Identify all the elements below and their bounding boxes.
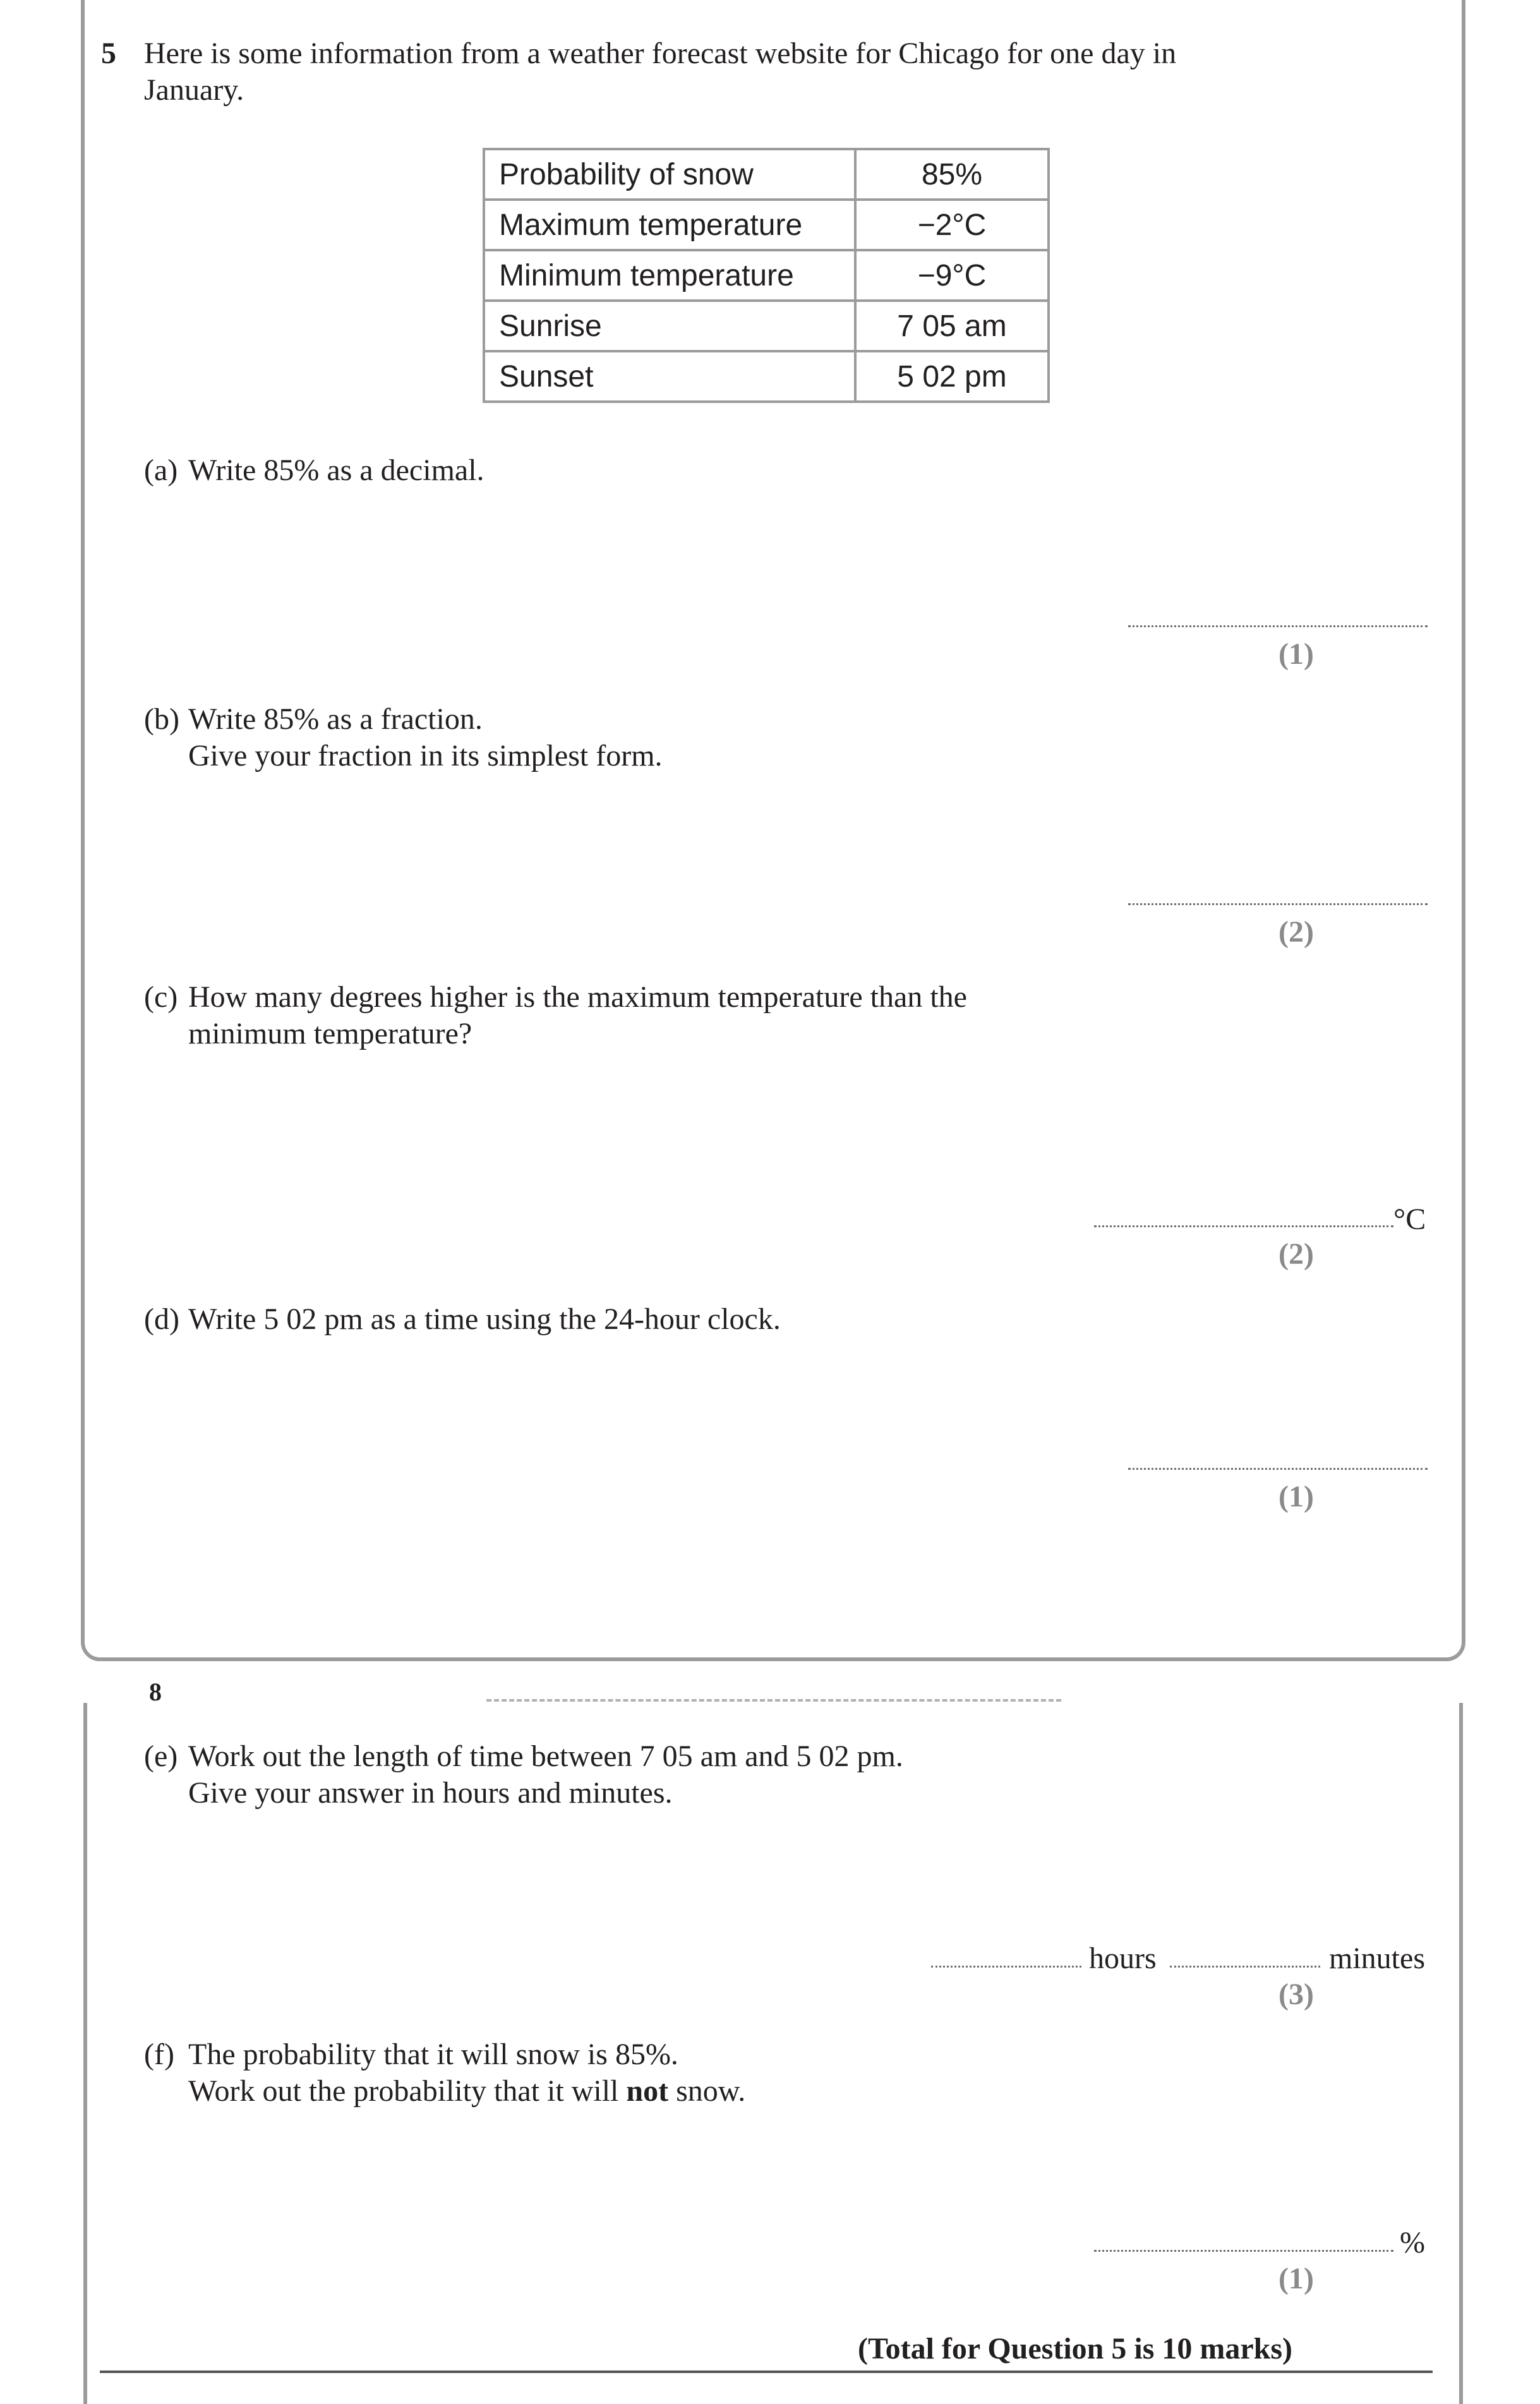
answer-line-d[interactable] bbox=[1128, 1468, 1428, 1470]
question-total: (Total for Question 5 is 10 marks) bbox=[858, 2332, 1293, 2365]
part-f-text-line1: The probability that it will snow is 85%. bbox=[188, 2038, 678, 2071]
question-number: 5 bbox=[101, 37, 116, 70]
answer-line-e-hours[interactable] bbox=[931, 1966, 1081, 1968]
part-f-label: (f) bbox=[144, 2038, 174, 2071]
table-row bbox=[484, 301, 1049, 351]
table-cell-value: 85% bbox=[855, 149, 1049, 200]
part-f-emphasis-not: not bbox=[626, 2074, 669, 2108]
answer-line-f[interactable] bbox=[1094, 2250, 1393, 2252]
part-c-label: (c) bbox=[144, 980, 178, 1014]
part-f-text-line2-end: snow. bbox=[668, 2074, 746, 2108]
part-c-text-line2: minimum temperature? bbox=[188, 1017, 472, 1050]
answer-line-e-minutes[interactable] bbox=[1170, 1966, 1320, 1968]
answer-line-b[interactable] bbox=[1128, 903, 1428, 905]
answer-line-a[interactable] bbox=[1128, 625, 1428, 627]
table-row bbox=[484, 351, 1049, 402]
table-cell-value: 7 05 am bbox=[855, 301, 1049, 351]
unit-e-minutes: minutes bbox=[1329, 1942, 1425, 1975]
part-c-text-line1: How many degrees higher is the maximum temperature than the bbox=[188, 980, 967, 1014]
question-end-rule bbox=[100, 2371, 1433, 2373]
table-row bbox=[484, 250, 1049, 301]
page-number: 8 bbox=[149, 1678, 162, 1706]
marks-e: (3) bbox=[1278, 1978, 1314, 2011]
unit-e-hours: hours bbox=[1089, 1942, 1157, 1975]
marks-d: (1) bbox=[1278, 1480, 1314, 1513]
marks-c: (2) bbox=[1278, 1237, 1314, 1271]
page-border-right bbox=[1459, 1703, 1463, 2404]
part-b-text-line2: Give your fraction in its simplest form. bbox=[188, 739, 663, 772]
part-f-text-line2-start: Work out the probability that it will bbox=[188, 2074, 627, 2108]
table-cell-value: −9°C bbox=[855, 250, 1049, 301]
part-b-text-line1: Write 85% as a fraction. bbox=[188, 702, 483, 736]
answer-line-c[interactable] bbox=[1094, 1225, 1393, 1227]
part-d-label: (d) bbox=[144, 1302, 179, 1336]
part-a-label: (a) bbox=[144, 454, 178, 487]
table-row bbox=[484, 200, 1049, 250]
question-intro-line2: January. bbox=[144, 73, 244, 107]
unit-f: % bbox=[1400, 2226, 1425, 2259]
marks-b: (2) bbox=[1278, 915, 1314, 949]
marks-a: (1) bbox=[1278, 637, 1314, 671]
table-cell-label: Sunset bbox=[484, 351, 855, 402]
weather-table bbox=[483, 148, 1050, 403]
part-e-label: (e) bbox=[144, 1740, 178, 1773]
page-border-left bbox=[83, 1703, 87, 2404]
question-intro-line1: Here is some information from a weather forecast website for Chicago for one day in bbox=[144, 37, 1177, 70]
table-cell-label: Minimum temperature bbox=[484, 250, 855, 301]
table-cell-value: −2°C bbox=[855, 200, 1049, 250]
part-d-text: Write 5 02 pm as a time using the 24-hour clock. bbox=[188, 1302, 781, 1336]
table-cell-label: Probability of snow bbox=[484, 149, 855, 200]
page-break-edge bbox=[486, 1699, 1061, 1702]
part-a-text: Write 85% as a decimal. bbox=[188, 454, 484, 487]
unit-c: °C bbox=[1393, 1203, 1426, 1236]
part-b-label: (b) bbox=[144, 702, 179, 736]
table-row bbox=[484, 149, 1049, 200]
table-cell-value: 5 02 pm bbox=[855, 351, 1049, 402]
part-e-text-line1: Work out the length of time between 7 05 am and 5 02 pm. bbox=[188, 1740, 903, 1773]
part-e-text-line2: Give your answer in hours and minutes. bbox=[188, 1776, 673, 1810]
table-cell-label: Sunrise bbox=[484, 301, 855, 351]
part-f-text-line2 bbox=[188, 2073, 745, 2110]
table-cell-label: Maximum temperature bbox=[484, 200, 855, 250]
marks-f: (1) bbox=[1278, 2262, 1314, 2295]
